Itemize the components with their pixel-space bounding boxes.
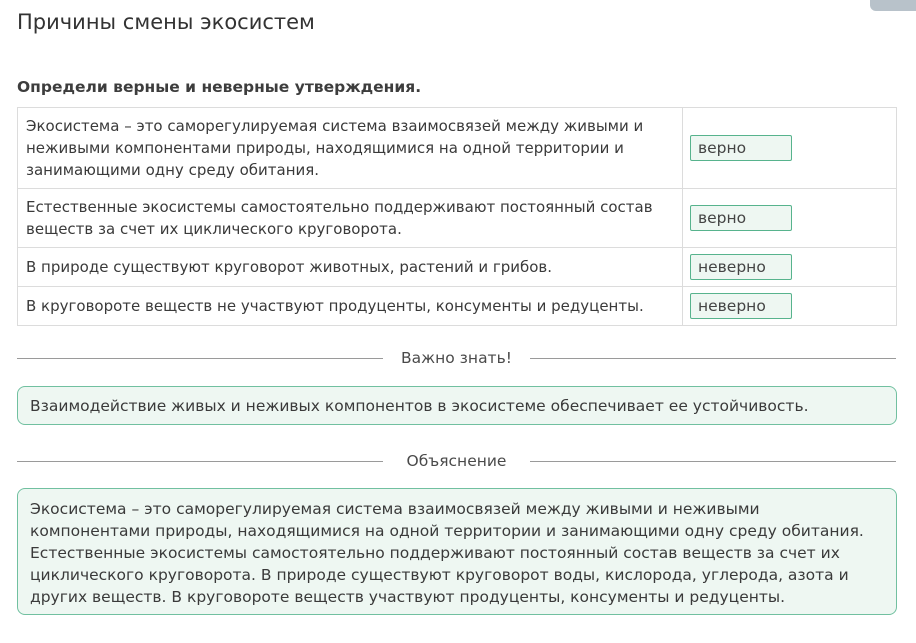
answer-drop-box[interactable]: неверно <box>690 293 792 319</box>
corner-tab[interactable] <box>870 0 916 11</box>
divider-line <box>530 461 896 462</box>
answer-cell <box>683 189 897 248</box>
explanation-divider <box>17 450 896 472</box>
statement-text: Экосистема – это саморегулируемая система взаимосвязей между живыми и неживыми компонентами природы, находящимися на одной территории и занимающими одну среду обитания. <box>18 108 683 189</box>
explanation-box: Экосистема – это саморегулируемая система взаимосвязей между живыми и неживыми компонентами природы, находящимися на одной территории и занимающими одну среду обитания. Естественные экосистемы самостоятельно поддерживают постоянный состав веществ за счет их циклического круговорота. В природе существуют круговорот воды, кислорода, углерода, азота и других веществ. В круговороте веществ участвуют продуценты, консументы и редуценты. <box>17 488 897 615</box>
task-instruction: Определи верные и неверные утверждения. <box>17 78 422 96</box>
statements-table <box>17 107 897 326</box>
important-heading: Важно знать! <box>401 349 512 367</box>
table-row <box>18 108 897 189</box>
statement-text: В природе существуют круговорот животных, растений и грибов. <box>18 248 683 287</box>
divider-line <box>530 358 896 359</box>
page-title: Причины смены экосистем <box>17 10 315 34</box>
answer-cell <box>683 287 897 326</box>
table-row <box>18 287 897 326</box>
table-row <box>18 248 897 287</box>
divider-line <box>17 461 383 462</box>
statement-text: Естественные экосистемы самостоятельно поддерживают постоянный состав веществ за счет их циклического круговорота. <box>18 189 683 248</box>
explanation-heading: Объяснение <box>406 452 507 470</box>
statement-text: В круговороте веществ не участвуют продуценты, консументы и редуценты. <box>18 287 683 326</box>
important-divider <box>17 347 896 369</box>
answer-cell <box>683 248 897 287</box>
table-row <box>18 189 897 248</box>
divider-line <box>17 358 383 359</box>
answer-cell <box>683 108 897 189</box>
important-box: Взаимодействие живых и неживых компонентов в экосистеме обеспечивает ее устойчивость. <box>17 386 897 425</box>
answer-drop-box[interactable]: верно <box>690 205 792 231</box>
answer-drop-box[interactable]: неверно <box>690 254 792 280</box>
answer-drop-box[interactable]: верно <box>690 135 792 161</box>
